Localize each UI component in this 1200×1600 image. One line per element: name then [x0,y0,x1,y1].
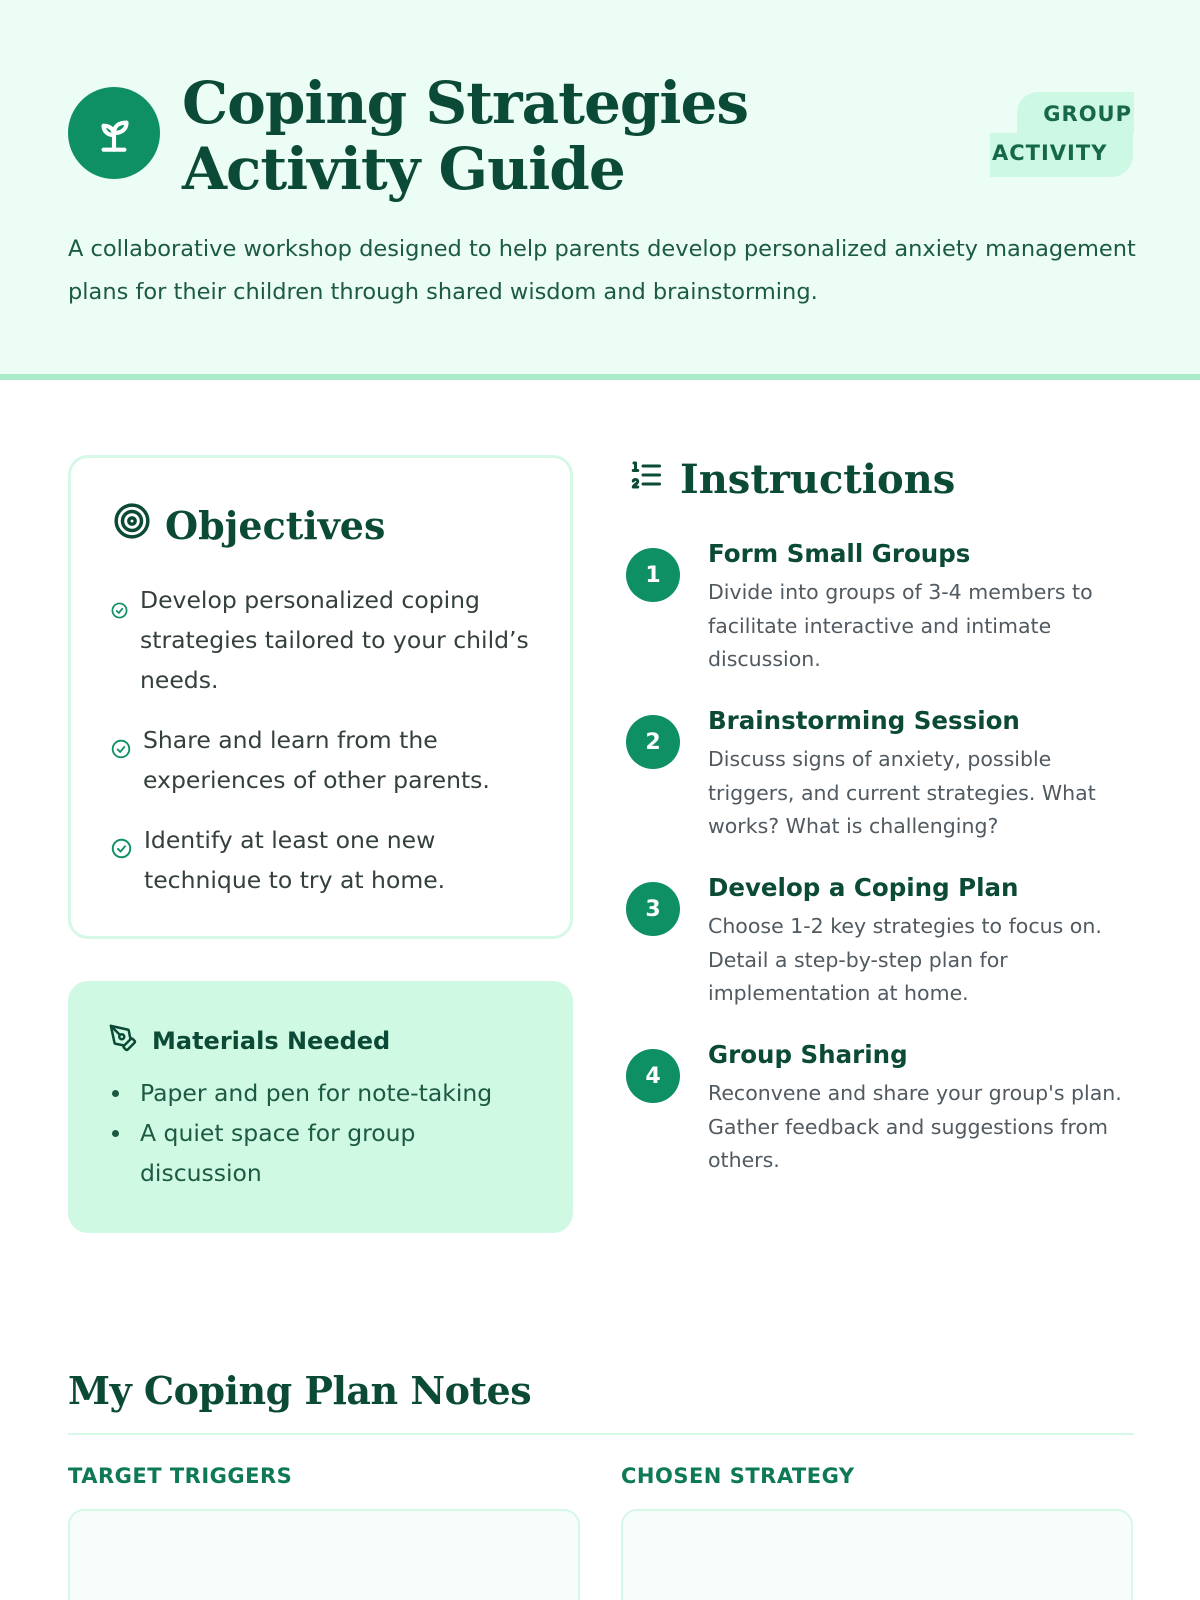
list-item [111,580,541,700]
materials-heading-text: Materials Needed [152,1027,391,1055]
header [0,0,1200,380]
step-number-badge: 3 [626,882,680,936]
badge-text-line1: GROUP [1017,92,1134,134]
sprout-icon [68,87,160,179]
list-item [111,720,541,800]
target-triggers-field[interactable] [68,1509,580,1600]
pen-tool-icon [108,1023,138,1059]
check-circle-icon [111,731,131,771]
materials-list [112,1073,532,1193]
step-description: Discuss signs of anxiety, possible triggers, and current strategies. What works? What is challenging? [708,747,1096,838]
step-number-badge: 1 [626,548,680,602]
objectives-list [111,580,541,920]
instructions-heading [628,456,955,503]
step-description: Divide into groups of 3-4 members to facilitate interactive and intimate discussion. [708,580,1093,671]
step-title: Form Small Groups [708,539,971,568]
page-subtitle: A collaborative workshop designed to help parents develop personalized anxiety management plans for their children through shared wisdom and brainstorming. [68,236,1136,305]
numbered-list-icon [628,456,664,503]
step-number-badge: 2 [626,715,680,769]
objective-text: Identify at least one new technique to try at home. [144,826,446,894]
step-description: Reconvene and share your group's plan. Gather feedback and suggestions from others. [708,1081,1122,1172]
check-circle-icon [111,831,132,871]
objective-text: Develop personalized coping strategies tailored to your child’s needs. [140,586,529,694]
target-icon [113,502,151,549]
group-activity-badge [990,92,1134,178]
objectives-heading-text: Objectives [165,503,386,548]
notes-heading: My Coping Plan Notes [68,1368,532,1413]
step-description: Choose 1-2 key strategies to focus on. Detail a step-by-step plan for implementation at home. [708,914,1102,1005]
badge-text-line2: ACTIVITY [990,133,1133,177]
list-item [111,820,541,900]
list-item: A quiet space for group discussion [112,1113,532,1193]
page-title: Coping Strategies Activity Guide [182,69,749,203]
chosen-strategy-field[interactable] [621,1509,1133,1600]
list-item: Paper and pen for note-taking [112,1073,532,1113]
objectives-card [68,455,573,939]
objective-text: Share and learn from the experiences of other parents. [143,726,490,794]
step-title: Group Sharing [708,1040,908,1069]
divider [68,1433,1134,1435]
check-circle-icon [111,591,128,631]
objectives-heading [113,502,385,549]
step-title: Brainstorming Session [708,706,1020,735]
materials-heading [108,1023,390,1059]
chosen-strategy-label: CHOSEN STRATEGY [621,1464,855,1488]
step-number-badge: 4 [626,1049,680,1103]
instructions-heading-text: Instructions [680,456,956,503]
materials-card [68,981,573,1233]
target-triggers-label: TARGET TRIGGERS [68,1464,293,1488]
step-title: Develop a Coping Plan [708,873,1019,902]
